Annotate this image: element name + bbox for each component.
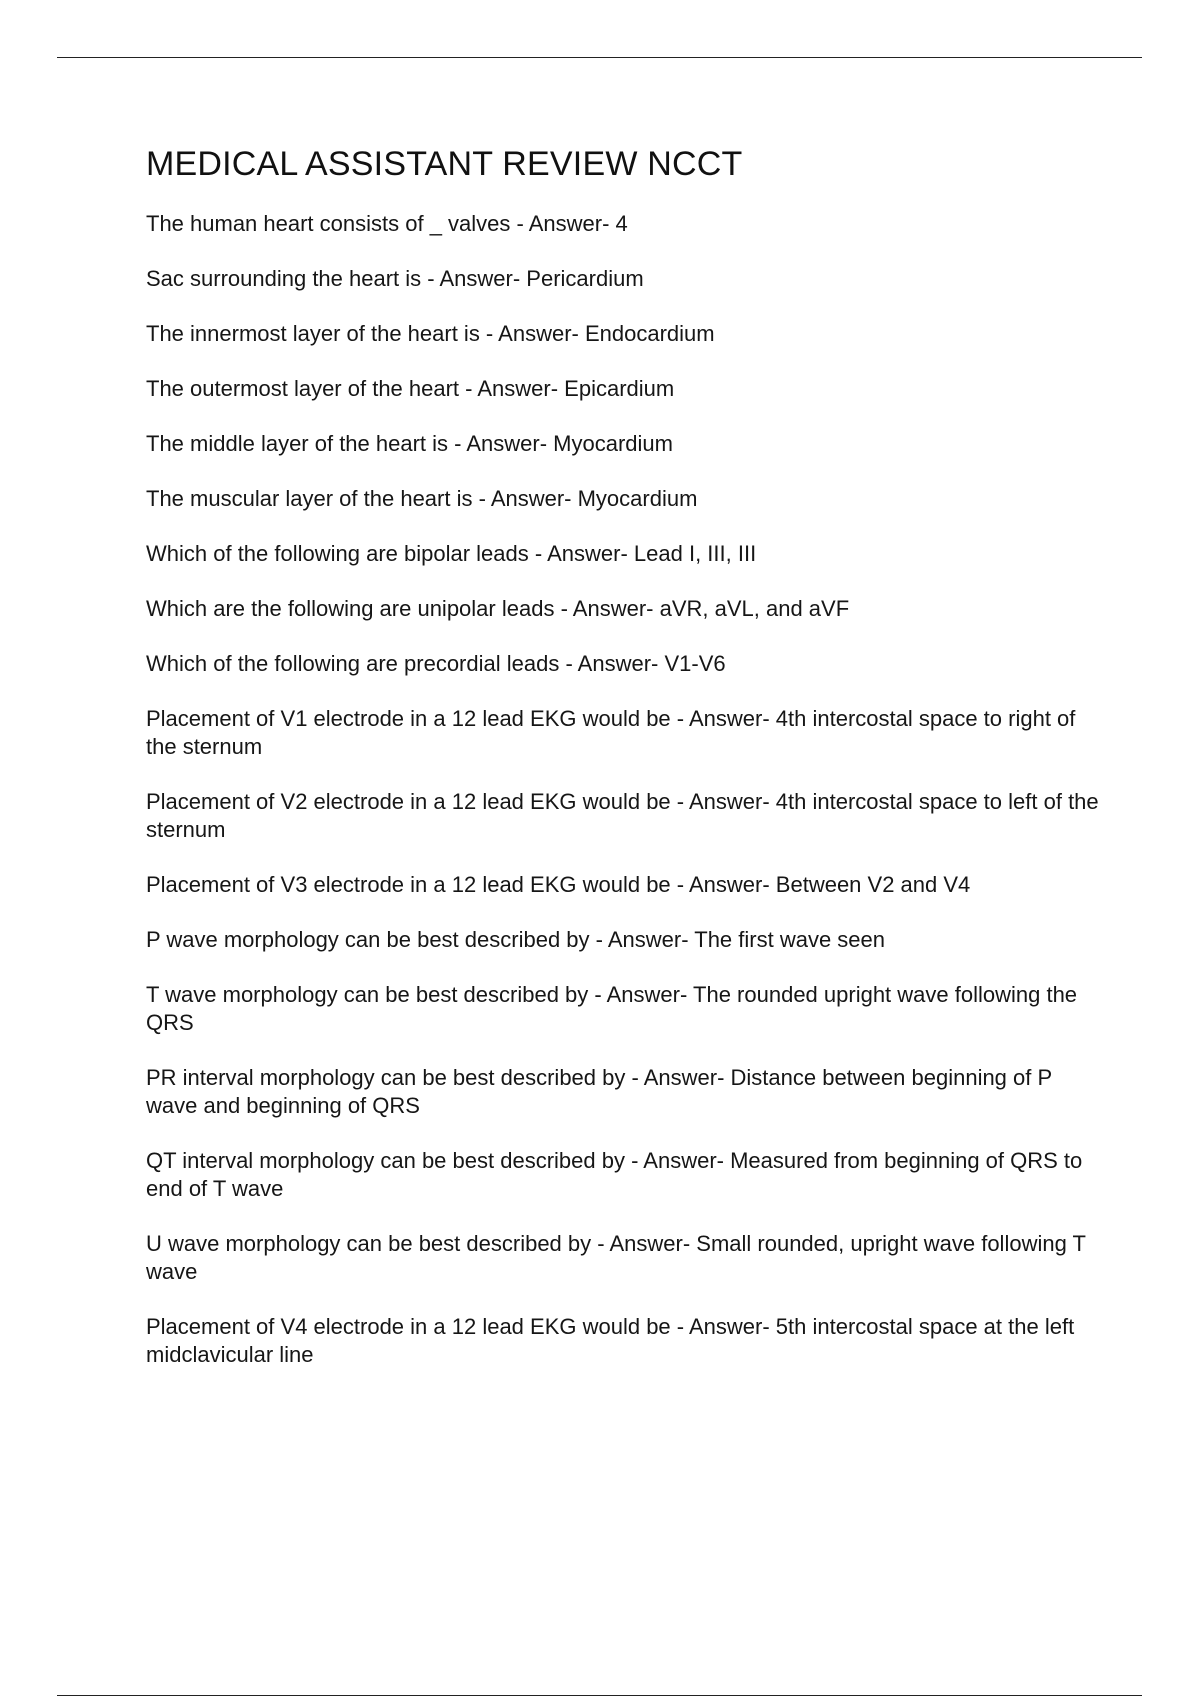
qa-item: P wave morphology can be best described by - Answer- The first wave seen [146,927,886,952]
qa-item: Sac surrounding the heart is - Answer- Pericardium [146,266,644,291]
document-title: MEDICAL ASSISTANT REVIEW NCCT [146,145,743,183]
qa-item: Placement of V1 electrode in a 12 lead EKG would be - Answer- 4th intercostal space to right of the sternum [146,706,1076,759]
qa-item: The outermost layer of the heart - Answer- Epicardium [146,376,675,401]
qa-item: Placement of V3 electrode in a 12 lead EKG would be - Answer- Between V2 and V4 [146,872,971,897]
qa-item: Placement of V4 electrode in a 12 lead EKG would be - Answer- 5th intercostal space at the left midclavicular line [146,1314,1075,1367]
footer-divider [57,1695,1142,1696]
qa-item: The human heart consists of _ valves - Answer- 4 [146,211,628,236]
qa-item: U wave morphology can be best described by - Answer- Small rounded, upright wave following T wave [146,1231,1086,1284]
document-body [146,140,1106,1396]
qa-item: PR interval morphology can be best described by - Answer- Distance between beginning of P wave and beginning of QRS [146,1065,1052,1118]
qa-item: T wave morphology can be best described by - Answer- The rounded upright wave following the QRS [146,982,1078,1035]
qa-item: Which of the following are bipolar leads - Answer- Lead I, III, III [146,541,757,566]
qa-item: Which of the following are precordial leads - Answer- V1-V6 [146,651,726,676]
qa-item: The middle layer of the heart is - Answer- Myocardium [146,431,673,456]
qa-item: Placement of V2 electrode in a 12 lead EKG would be - Answer- 4th intercostal space to left of the sternum [146,789,1099,842]
qa-item: QT interval morphology can be best described by - Answer- Measured from beginning of QRS to end of T wave [146,1148,1083,1201]
qa-item: The muscular layer of the heart is - Answer- Myocardium [146,486,698,511]
header-divider [57,57,1142,58]
qa-list [146,210,1106,1369]
qa-item: Which are the following are unipolar leads - Answer- aVR, aVL, and aVF [146,596,850,621]
qa-item: The innermost layer of the heart is - Answer- Endocardium [146,321,715,346]
